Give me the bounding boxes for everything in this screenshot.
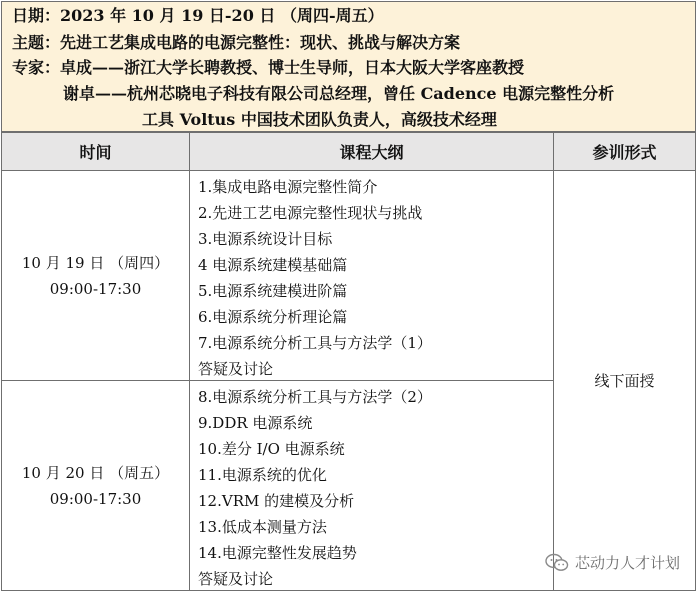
outline-item: 12.VRM 的建模及分析 <box>198 492 355 510</box>
outline-item: 7.电源系统分析工具与方法学（1） <box>198 334 432 352</box>
format-cell: 线下面授 <box>553 170 696 591</box>
expert-line-1: 专家：卓成——浙江大学长聘教授、博士生导师，日本大阪大学客座教授 <box>12 58 525 77</box>
schedule-table <box>1 132 696 591</box>
header-format: 参训形式 <box>553 132 696 171</box>
day2-time-cell <box>1 380 190 591</box>
day2-time: 09:00-17:30 <box>49 489 142 508</box>
day2-date: 10 月 20 日 （周五） <box>21 463 170 482</box>
outline-item: 9.DDR 电源系统 <box>198 414 313 432</box>
outline-item: 13.低成本测量方法 <box>198 518 327 536</box>
outline-item: 10.差分 I/O 电源系统 <box>198 440 345 458</box>
outline-item: 4 电源系统建模基础篇 <box>198 256 348 274</box>
outline-item: 3.电源系统设计目标 <box>198 230 333 248</box>
outline-item: 5.电源系统建模进阶篇 <box>198 282 348 300</box>
day1-time: 09:00-17:30 <box>49 279 142 298</box>
topic-line: 主题：先进工艺集成电路的电源完整性：现状、挑战与解决方案 <box>12 33 461 52</box>
header-time: 时间 <box>1 132 190 171</box>
expert-line-3: 工具 Voltus 中国技术团队负责人，高级技术经理 <box>142 110 497 129</box>
day2-outline-cell <box>189 380 554 591</box>
day1-time-cell <box>1 170 190 381</box>
outline-item: 答疑及讨论 <box>198 570 274 588</box>
outline-item: 2.先进工艺电源完整性现状与挑战 <box>198 204 423 222</box>
outline-item: 14.电源完整性发展趋势 <box>198 544 357 562</box>
outline-item: 11.电源系统的优化 <box>198 466 327 484</box>
course-info-header <box>1 1 696 132</box>
outline-item: 6.电源系统分析理论篇 <box>198 308 348 326</box>
watermark <box>545 552 680 573</box>
expert-line-2: 谢卓——杭州芯晓电子科技有限公司总经理，曾任 Cadence 电源完整性分析 <box>63 84 615 103</box>
outline-item: 答疑及讨论 <box>198 360 274 378</box>
day1-date: 10 月 19 日 （周四） <box>21 253 170 272</box>
day1-outline-cell <box>189 170 554 381</box>
outline-item: 1.集成电路电源完整性简介 <box>198 178 378 196</box>
watermark-text: 芯动力人才计划 <box>574 555 680 572</box>
header-outline: 课程大纲 <box>189 132 554 171</box>
date-line: 日期：2023 年 10 月 19 日-20 日 （周四-周五） <box>12 6 384 25</box>
wechat-icon <box>545 553 569 573</box>
outline-item: 8.电源系统分析工具与方法学（2） <box>198 388 432 406</box>
